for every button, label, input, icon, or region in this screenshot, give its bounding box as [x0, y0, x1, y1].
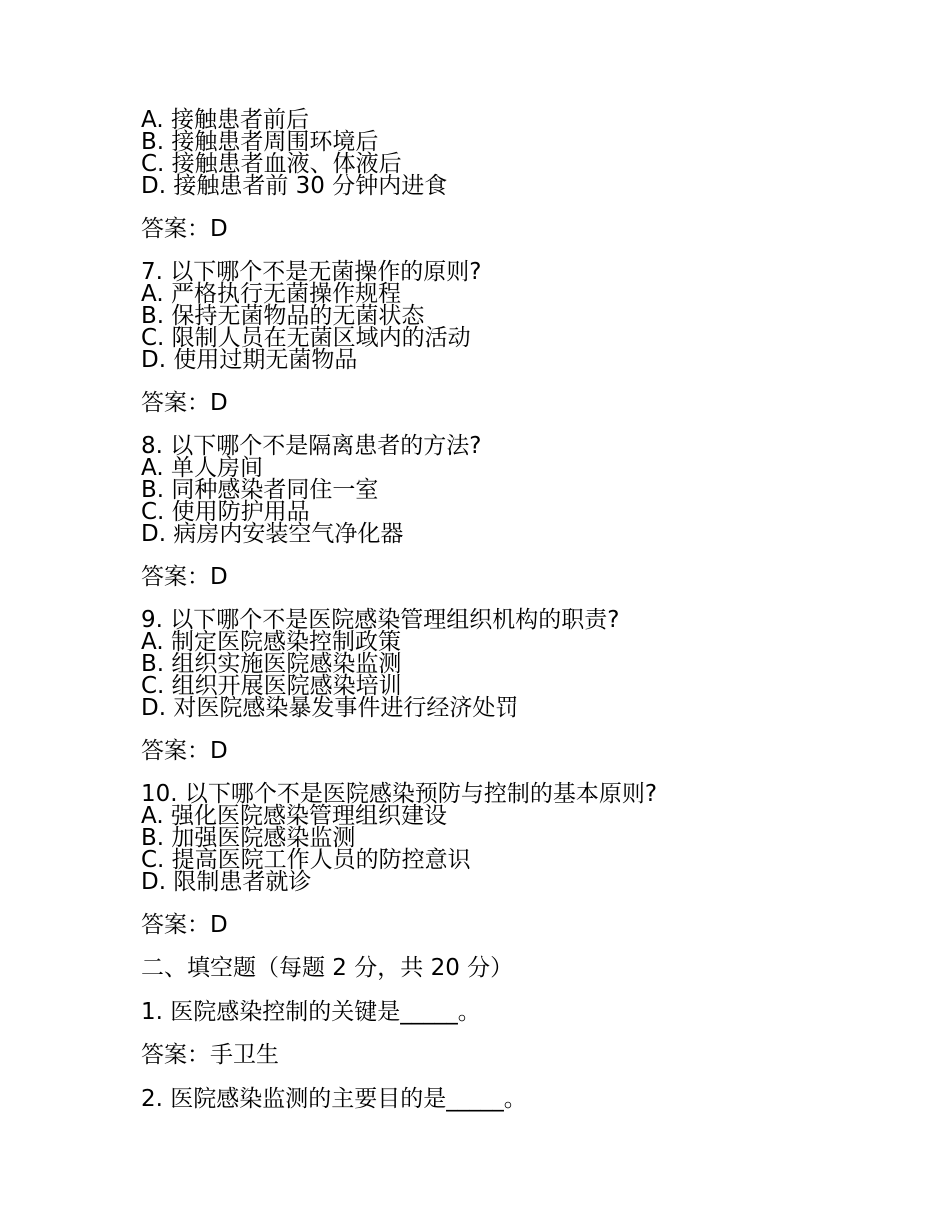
option-d: D. 限制患者就诊: [141, 869, 312, 895]
option-c: C. 接触患者血液、体液后: [141, 151, 402, 177]
option-b: B. 接触患者周围环境后: [141, 129, 379, 155]
answer-9: 答案：D: [141, 738, 228, 764]
question-6-block: [141, 109, 447, 197]
option-b: B. 保持无菌物品的无菌状态: [141, 303, 425, 329]
section-heading: 二、填空题（每题 2 分，共 20 分）: [141, 955, 514, 981]
fill-answer-1: 答案：手卫生: [141, 1042, 279, 1068]
option-b: B. 组织实施医院感染监测: [141, 651, 402, 677]
option-d: D. 接触患者前 30 分钟内进食: [141, 173, 448, 199]
fill-question-1: 1. 医院感染控制的关键是_____。: [141, 999, 481, 1025]
answer-10: 答案：D: [141, 912, 228, 938]
question-stem: 10. 以下哪个不是医院感染预防与控制的基本原则?: [141, 781, 658, 807]
option-c: C. 组织开展医院感染培训: [141, 673, 402, 699]
question-stem: 7. 以下哪个不是无菌操作的原则?: [141, 259, 482, 285]
question-9-block: [141, 609, 619, 719]
answer-6: 答案：D: [141, 216, 228, 242]
question-7-block: [141, 261, 481, 371]
option-a: A. 制定医院感染控制政策: [141, 629, 401, 655]
answer-7: 答案：D: [141, 390, 228, 416]
option-a: A. 严格执行无菌操作规程: [141, 281, 401, 307]
option-b: B. 同种感染者同住一室: [141, 477, 379, 503]
option-a: A. 强化医院感染管理组织建设: [141, 803, 447, 829]
option-d: D. 使用过期无菌物品: [141, 347, 358, 373]
question-8-block: [141, 435, 481, 545]
question-stem: 8. 以下哪个不是隔离患者的方法?: [141, 433, 482, 459]
question-stem: 9. 以下哪个不是医院感染管理组织机构的职责?: [141, 607, 620, 633]
option-a: A. 单人房间: [141, 455, 263, 481]
option-c: C. 使用防护用品: [141, 499, 310, 525]
answer-8: 答案：D: [141, 564, 228, 590]
fill-question-2: 2. 医院感染监测的主要目的是_____。: [141, 1086, 527, 1112]
option-a: A. 接触患者前后: [141, 107, 309, 133]
question-10-block: [141, 783, 657, 893]
option-d: D. 病房内安装空气净化器: [141, 521, 404, 547]
option-c: C. 提高医院工作人员的防控意识: [141, 847, 471, 873]
option-b: B. 加强医院感染监测: [141, 825, 356, 851]
option-c: C. 限制人员在无菌区域内的活动: [141, 325, 471, 351]
option-d: D. 对医院感染暴发事件进行经济处罚: [141, 695, 519, 721]
